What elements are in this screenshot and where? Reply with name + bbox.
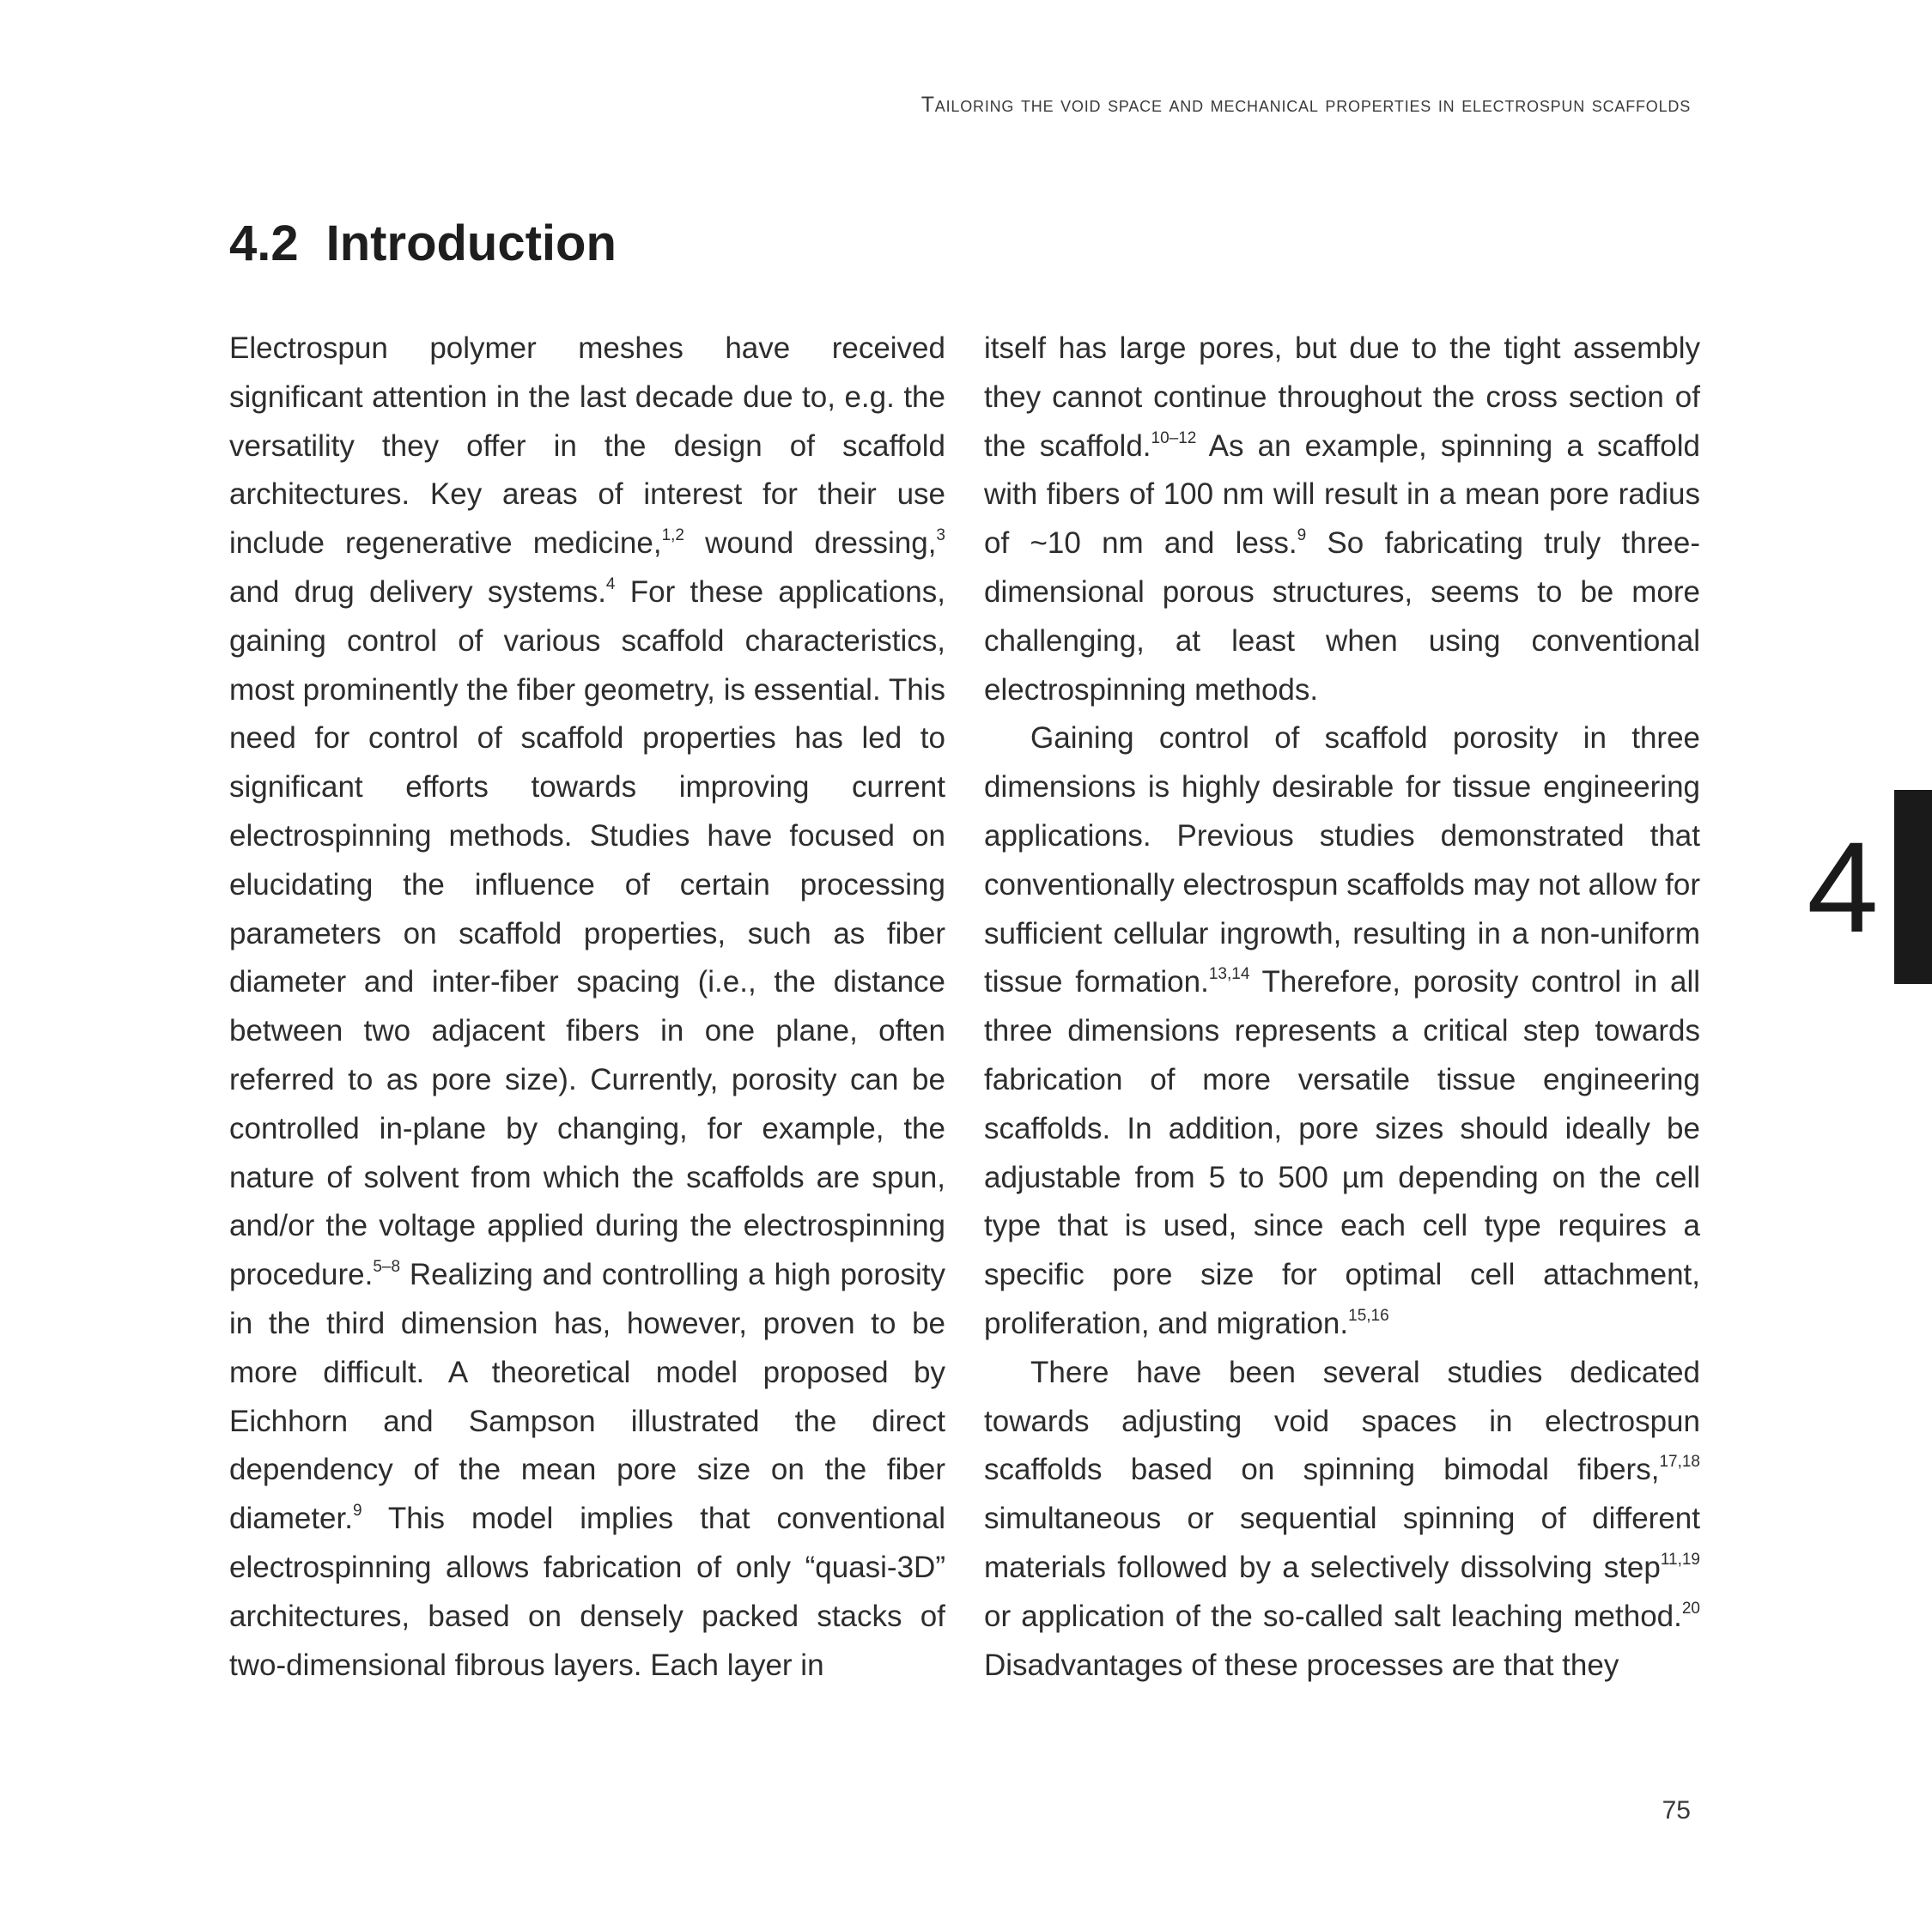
text-run: This model implies that conventional electrospinning allows fabrication of only “quasi-3D” architectures, based on densely packed stacks of two-dimensional fibrous layers. Each layer in	[229, 1502, 945, 1682]
text-run: There have been several studies dedicated towards adjusting void spaces in electrospun scaffolds based on spinning bimodal fibers,	[984, 1355, 1700, 1487]
citation: 13,14	[1208, 965, 1250, 984]
chapter-tab-marker	[1894, 790, 1932, 984]
citation: 5–8	[373, 1258, 401, 1277]
paragraph	[229, 325, 945, 1690]
citation: 9	[1297, 526, 1307, 545]
citation: 20	[1681, 1599, 1700, 1618]
citation: 3	[936, 526, 945, 545]
citation: 9	[352, 1502, 362, 1521]
text-run: Electrospun polymer meshes have received significant attention in the last decade due to, e.g. the versatility they offer in the design of scaffold architectures. Key areas of interest for their use include regenerative medicine,	[229, 331, 945, 561]
citation: 4	[605, 574, 616, 593]
section-title: Introduction	[325, 216, 617, 271]
citation: 10–12	[1151, 428, 1197, 447]
citation: 1,2	[661, 526, 684, 545]
text-run: Realizing and controlling a high porosity in the third dimension has, however, proven to be more difficult. A theoretical model proposed by Eichhorn and Sampson illustrated the direct dependency of the mean pore size on the fiber diameter.	[229, 1258, 945, 1536]
text-run: So fabricating truly three-dimensional porous structures, seems to be more challenging, at least when using conventional electrospinning methods.	[984, 526, 1700, 707]
text-run: or application of the so-called salt leaching method.	[984, 1599, 1682, 1633]
body-column-right	[984, 325, 1700, 1698]
text-run: and drug delivery systems.	[229, 574, 606, 609]
text-run: Therefore, porosity control in all three dimensions represents a critical step towards fabrication of more versatile tissue engineering scaffolds. In addition, pore sizes should ideally be adjustable from 5 to 500 µm depending on the cell type that is used, since each cell type requires a specific pore size for optimal cell attachment, proliferation, and migration.	[984, 965, 1700, 1340]
paragraph	[984, 1349, 1700, 1691]
section-heading	[229, 215, 617, 272]
text-run: simultaneous or sequential spinning of different materials followed by a selectively dissolving step	[984, 1502, 1700, 1584]
running-head: Tailoring the void space and mechanical properties in electrospun scaffolds	[920, 93, 1691, 117]
text-run: Gaining control of scaffold porosity in three dimensions is highly desirable for tissue engineering applications. Previous studies demonstrated that conventionally electrospun scaffolds may not allow for sufficient cellular ingrowth, resulting in a non-uniform tissue formation.	[984, 721, 1700, 999]
text-run: As an example, spinning a scaffold with fibers of 100 nm will result in a mean pore radius of ~10 nm and less.	[984, 428, 1700, 561]
text-run: Disadvantages of these processes are that they	[984, 1648, 1619, 1682]
text-run: For these applications, gaining control of various scaffold characteristics, most prominently the fiber geometry, is essential. This need for control of scaffold properties has led to significant efforts towards improving current electrospinning methods. Studies have focused on elucidating the influence of certain processing parameters on scaffold properties, such as fiber diameter and inter-fiber spacing (i.e., the distance between two adjacent fibers in one plane, often referred to as pore size). Currently, porosity can be controlled in-plane by changing, for example, the nature of solvent from which the scaffolds are spun, and/or the voltage applied during the electrospinning procedure.	[229, 574, 945, 1292]
text-run: wound dressing,	[683, 526, 937, 561]
section-number: 4.2	[229, 216, 299, 271]
body-column-left	[229, 325, 945, 1698]
text-run: itself has large pores, but due to the tight assembly they cannot continue throughout the cross section of the scaffold.	[984, 331, 1700, 463]
paragraph	[984, 714, 1700, 1348]
citation: 15,16	[1348, 1306, 1389, 1325]
page-number: 75	[1662, 1796, 1691, 1825]
citation: 17,18	[1659, 1453, 1700, 1472]
citation: 11,19	[1660, 1550, 1700, 1569]
chapter-number: 4	[1807, 815, 1879, 959]
paragraph	[984, 325, 1700, 714]
